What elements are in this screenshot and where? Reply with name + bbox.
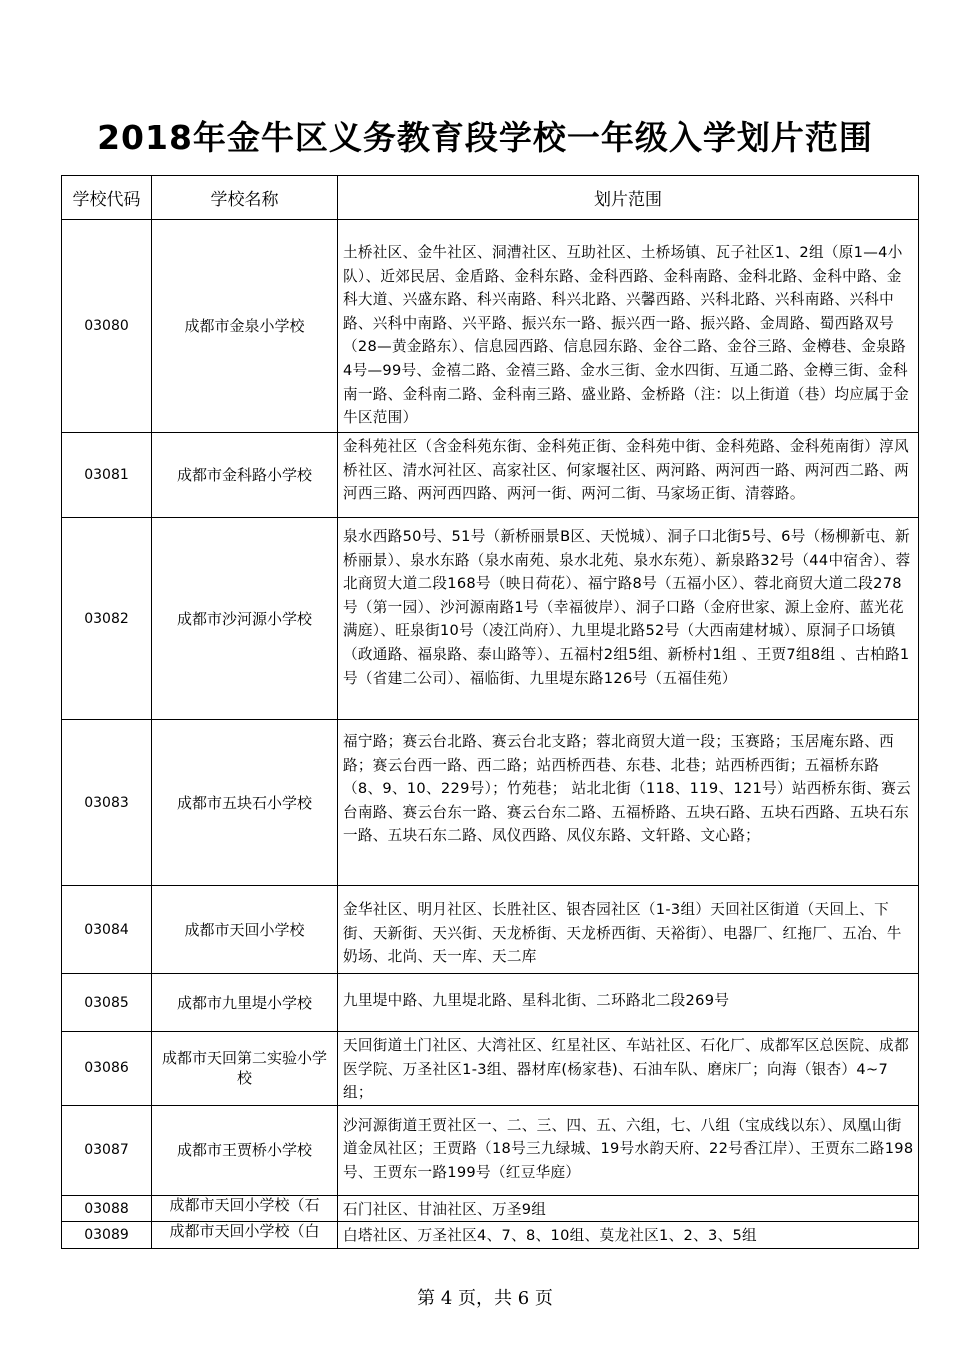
- header-zoning-range: 划片范围: [338, 176, 919, 220]
- school-name: 成都市沙河源小学校: [152, 518, 338, 720]
- school-code: 03081: [62, 433, 152, 518]
- table-row: [62, 433, 919, 518]
- table-row: [62, 1032, 919, 1106]
- table-row: [62, 1195, 919, 1222]
- header-school-code: 学校代码: [62, 176, 152, 220]
- school-code: 03084: [62, 886, 152, 974]
- zoning-range: 福宁路；赛云台北路、赛云台北支路；蓉北商贸大道一段；玉赛路；玉居庵东路、西路；赛云台西一路、西二路；站西桥西巷、东巷、北巷；站西桥西街；五福桥东路（8、9、10、229号）；竹苑巷； 站北北街（118、119、121号）站西桥东街、赛云台南路、赛云台东一路、赛云台东二路、五福桥路、五块石路、五块石西路、五块石东一路、五块石东二路、凤仪西路、凤仪东路、文轩路、文心路；: [338, 720, 919, 886]
- zoning-range: 九里堤中路、九里堤北路、星科北街、二环路北二段269号: [338, 974, 919, 1032]
- school-code: 03082: [62, 518, 152, 720]
- school-code: 03085: [62, 974, 152, 1032]
- header-school-name: 学校名称: [152, 176, 338, 220]
- document-title: 2018年金牛区义务教育段学校一年级入学划片范围: [97, 118, 873, 157]
- school-name: 成都市天回小学校（石: [152, 1195, 338, 1222]
- table-row: [62, 720, 919, 886]
- table-row: [62, 1105, 919, 1195]
- school-name: 成都市金泉小学校: [152, 220, 338, 433]
- zoning-range: 金华社区、明月社区、长胜社区、银杏园社区（1-3组）天回社区街道（天回上、下街、天新街、天兴街、天龙桥街、天龙桥西街、天裕街）、电器厂、红拖厂、五冶、牛奶场、北尚、天一库、天二库: [338, 886, 919, 974]
- zoning-range: 金科苑社区（含金科苑东街、金科苑正街、金科苑中街、金科苑路、金科苑南街）淳风桥社区、清水河社区、高家社区、何家堰社区、两河路、两河西一路、两河西二路、两河西三路、两河西四路、两河一街、两河二街、马家场正街、清蓉路。: [338, 433, 919, 518]
- school-name: 成都市天回第二实验小学校: [152, 1032, 338, 1106]
- school-code: 03083: [62, 720, 152, 886]
- table-row: [62, 974, 919, 1032]
- school-code: 03089: [62, 1222, 152, 1249]
- school-code: 03087: [62, 1105, 152, 1195]
- zoning-range: 泉水西路50号、51号（新桥丽景B区、天悦城）、洞子口北街5号、6号（杨柳新屯、新桥丽景）、泉水东路（泉水南苑、泉水北苑、泉水东苑）、新泉路32号（44中宿舍）、蓉北商贸大道二段168号（映日荷花）、福宁路8号（五福小区）、蓉北商贸大道二段278号（第一园）、沙河源南路1号（幸福彼岸）、洞子口路（金府世家、源上金府、蓝光花满庭）、旺泉街10号（凌江尚府）、九里堤北路52号（大西南建材城）、原洞子口场镇（政通路、福泉路、泰山路等）、五福村2组5组、新桥村1组 、王贾7组8组 、古柏路1号（省建二公司）、福临街、九里堤东路126号（五福佳苑）: [338, 518, 919, 720]
- table-row: [62, 220, 919, 433]
- table-row: [62, 1222, 919, 1249]
- school-code: 03086: [62, 1032, 152, 1106]
- school-code: 03080: [62, 220, 152, 433]
- zoning-range: 沙河源街道王贾社区一、二、三、四、五、六组，七、八组（宝成线以东）、凤凰山街道金凤社区；王贾路（18号三九绿城、19号水韵天府、22号香江岸）、王贾东二路198号、王贾东一路199号（红豆华庭）: [338, 1105, 919, 1195]
- school-name: 成都市九里堤小学校: [152, 974, 338, 1032]
- school-name: 成都市天回小学校: [152, 886, 338, 974]
- table-row: [62, 886, 919, 974]
- zoning-range: 天回街道土门社区、大湾社区、红星社区、车站社区、石化厂、成都军区总医院、成都医学院、万圣社区1-3组、器材库(杨家巷)、石油车队、磨床厂；向海（银杏）4~7组；: [338, 1032, 919, 1106]
- school-name: 成都市五块石小学校: [152, 720, 338, 886]
- zoning-range: 石门社区、甘油社区、万圣9组: [338, 1195, 919, 1222]
- school-name: 成都市天回小学校（白: [152, 1222, 338, 1249]
- school-code: 03088: [62, 1195, 152, 1222]
- school-zoning-table: [61, 175, 919, 1249]
- table-header-row: [62, 176, 919, 220]
- page-number-footer: 第 4 页，共 6 页: [417, 1288, 553, 1309]
- school-name: 成都市金科路小学校: [152, 433, 338, 518]
- school-name: 成都市王贾桥小学校: [152, 1105, 338, 1195]
- zoning-range: 土桥社区、金牛社区、洞漕社区、互助社区、土桥场镇、瓦子社区1、2组（原1—4小队）、近郊民居、金盾路、金科东路、金科西路、金科南路、金科北路、金科中路、金科大道、兴盛东路、科兴南路、科兴北路、兴馨西路、兴科北路、兴科南路、兴科中路、兴科中南路、兴平路、振兴东一路、振兴西一路、振兴路、金周路、蜀西路双号（28—黄金路东）、信息园西路、信息园东路、金谷二路、金谷三路、金樽巷、金泉路4号—99号、金禧二路、金禧三路、金水三街、金水四街、互通二路、金樽三街、金科南一路、金科南二路、金科南三路、盛业路、金桥路（注：以上街道（巷）均应属于金牛区范围）: [338, 220, 919, 433]
- table-row: [62, 518, 919, 720]
- zoning-range: 白塔社区、万圣社区4、7、8、10组、莫龙社区1、2、3、5组: [338, 1222, 919, 1249]
